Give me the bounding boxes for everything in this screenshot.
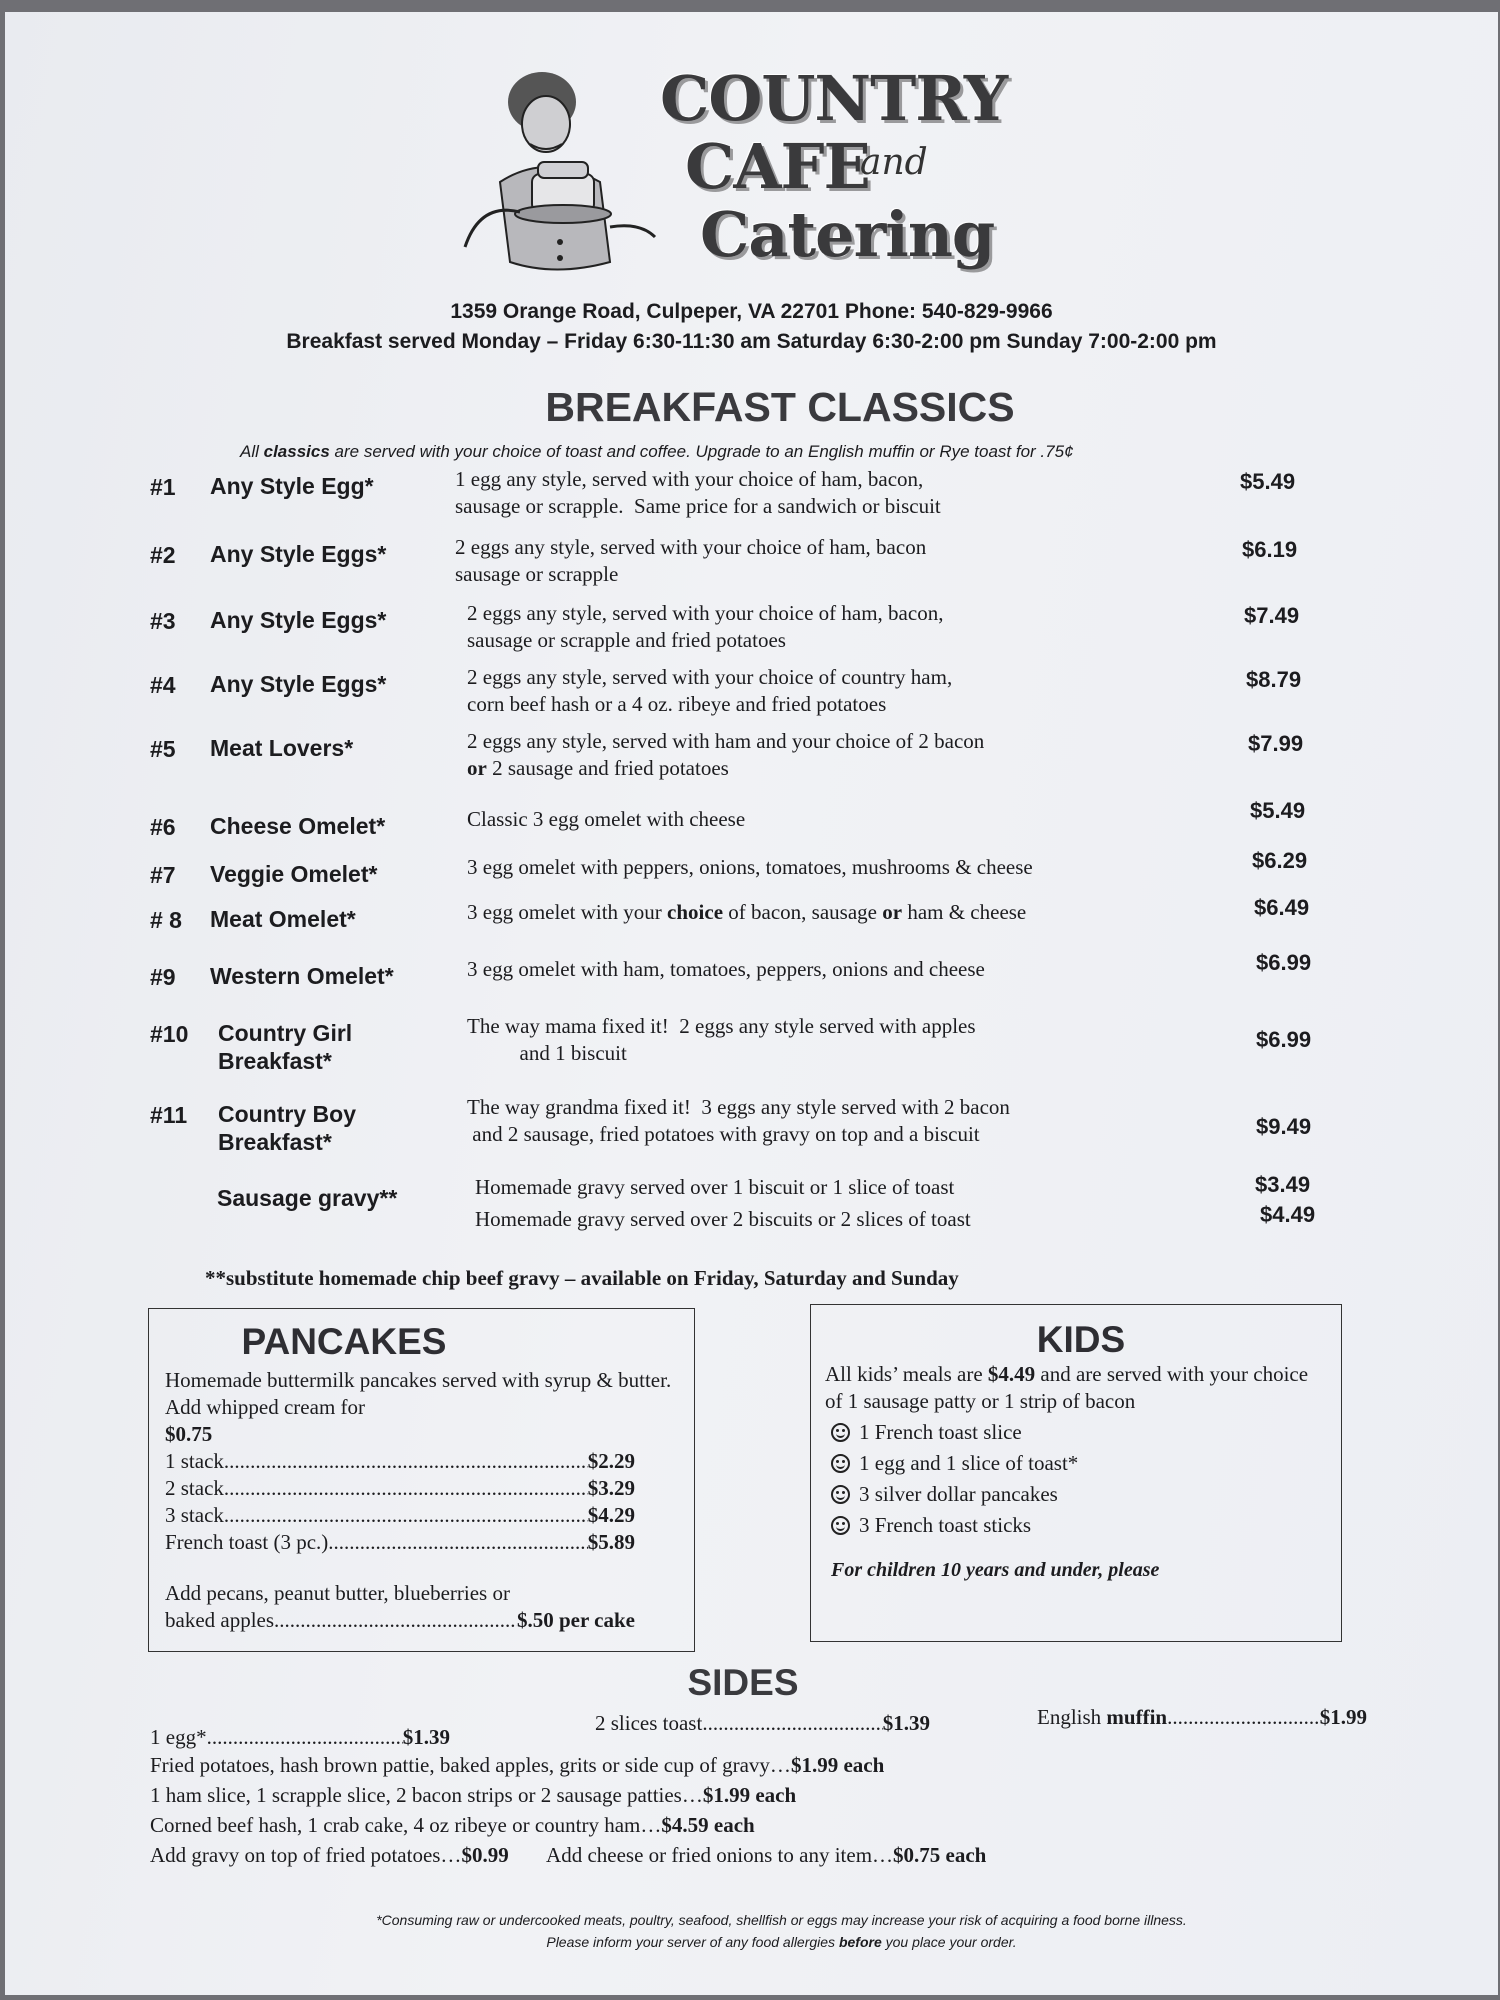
item-name: Any Style Eggs*	[210, 541, 387, 567]
kids-item-label: 1 French toast slice	[859, 1420, 1022, 1444]
item-description: 2 eggs any style, served with your choice of ham, bacon sausage or scrapple	[455, 535, 927, 586]
item-description: 1 egg any style, served with your choice of ham, bacon, sausage or scrapple. Same price for a sandwich or biscuit	[455, 467, 941, 518]
sides-row-5: Add gravy on top of fried potatoes…$0.99 Add cheese or fried onions to any item…$0.75 each	[150, 1843, 987, 1867]
item-name: Any Style Egg*	[210, 473, 374, 499]
item-description: 3 egg omelet with peppers, onions, tomatoes, mushrooms & cheese	[467, 855, 1033, 879]
item-name: Veggie Omelet*	[210, 861, 378, 887]
item-price: $9.49	[1256, 1114, 1312, 1139]
addon-label: baked apples	[165, 1608, 275, 1632]
item-price: $6.99	[1256, 950, 1312, 975]
pancake-label: 1 stack	[165, 1449, 224, 1473]
kids-note: For children 10 years and under, please	[831, 1559, 1160, 1581]
item-description: 2 eggs any style, served with your choice of ham, bacon, sausage or scrapple and fried potatoes	[467, 601, 944, 652]
item-number: #9	[150, 964, 176, 990]
breakfast-title: BREAKFAST CLASSICS	[545, 384, 1015, 430]
kids-title: KIDS	[1036, 1319, 1126, 1360]
kids-item	[825, 1450, 1327, 1477]
pancake-price: $3.29	[587, 1476, 635, 1500]
menu-item	[5, 1014, 1498, 1079]
item-number: #1	[150, 474, 176, 500]
kids-item	[825, 1481, 1327, 1508]
item-description: The way mama fixed it! 2 eggs any style served with apples and 1 biscuit	[467, 1014, 976, 1065]
leader-dots	[224, 1475, 588, 1502]
item-price: $8.79	[1246, 667, 1302, 692]
side-toast-price: $1.39	[882, 1711, 930, 1735]
pancake-row	[165, 1475, 635, 1502]
pancake-row	[165, 1502, 635, 1529]
gravy-name: Sausage gravy**	[217, 1185, 398, 1211]
item-number: #2	[150, 542, 176, 568]
addon-dots	[274, 1607, 517, 1634]
pancakes-whipped-price: $0.75	[165, 1422, 213, 1446]
kids-item-label: 3 French toast sticks	[859, 1513, 1032, 1537]
side-muffin-label: English muffin	[1037, 1705, 1168, 1729]
menu-item	[5, 467, 1498, 532]
menu-page	[5, 12, 1498, 1995]
footer-allergy: Please inform your server of any food allergies before you place your order.	[546, 1934, 1017, 1950]
item-name: Any Style Eggs*	[210, 607, 387, 633]
item-description: 2 eggs any style, served with ham and your choice of 2 bacon or 2 sausage and fried potatoes	[467, 729, 985, 780]
smiley-icon	[831, 1423, 850, 1442]
sides-title: SIDES	[687, 1662, 799, 1703]
breakfast-note: All classics are served with your choice of toast and coffee. Upgrade to an English muffin or Rye toast for .75¢	[240, 442, 1074, 461]
item-number: #5	[150, 736, 176, 762]
item-name: Country Girl Breakfast*	[218, 1020, 353, 1074]
pancake-label: French toast (3 pc.)	[165, 1530, 329, 1554]
item-price: $7.99	[1248, 731, 1304, 756]
item-name: Western Omelet*	[210, 963, 394, 989]
item-number: #11	[150, 1102, 188, 1128]
sausage-gravy	[5, 1172, 1498, 1252]
menu-item	[5, 729, 1498, 794]
logo-word-cafe: CAFE	[685, 130, 870, 203]
pancake-price: $4.29	[587, 1503, 635, 1527]
leader-dots	[328, 1529, 587, 1556]
leader-dots	[224, 1502, 588, 1529]
item-description: Classic 3 egg omelet with cheese	[467, 807, 746, 831]
item-description: 2 eggs any style, served with your choice of country ham, corn beef hash or a 4 oz. ribeye and fried potatoes	[467, 665, 953, 716]
address-phone: 1359 Orange Road, Culpeper, VA 22701 Phone: 540-829-9966	[450, 300, 1053, 323]
item-name: Meat Lovers*	[210, 735, 354, 761]
kids-item-label: 3 silver dollar pancakes	[859, 1482, 1058, 1506]
pancakes-title: PANCAKES	[241, 1321, 447, 1362]
sides-row-4: Corned beef hash, 1 crab cake, 4 oz ribeye or country ham…$4.59 each	[150, 1813, 755, 1837]
logo-word-and: and	[860, 142, 928, 183]
kids-item-label: 1 egg and 1 slice of toast*	[859, 1451, 1079, 1475]
gravy-line-1: Homemade gravy served over 1 biscuit or 1 slice of toast	[475, 1175, 955, 1199]
kids-item	[825, 1419, 1327, 1446]
menu-item	[5, 535, 1498, 600]
smiley-icon	[831, 1516, 850, 1535]
pancake-row	[165, 1529, 635, 1556]
item-number: #10	[150, 1021, 189, 1047]
item-price: $5.49	[1250, 798, 1306, 823]
sides-row-2: Fried potatoes, hash brown pattie, baked apples, grits or side cup of gravy…$1.99 each	[150, 1753, 885, 1777]
gravy-line-2: Homemade gravy served over 2 biscuits or 2 slices of toast	[475, 1207, 971, 1231]
side-muffin-price: $1.99	[1319, 1705, 1367, 1729]
menu-item	[5, 1095, 1498, 1160]
item-number: #3	[150, 608, 176, 634]
pancake-price: $5.89	[587, 1530, 635, 1554]
item-name: Meat Omelet*	[210, 906, 356, 932]
smiley-icon	[831, 1485, 850, 1504]
item-name: Any Style Eggs*	[210, 671, 387, 697]
item-price: $6.19	[1242, 537, 1298, 562]
addon-price: $.50 per cake	[516, 1608, 635, 1632]
menu-item	[5, 665, 1498, 730]
item-name: Cheese Omelet*	[210, 813, 386, 839]
item-price: $7.49	[1244, 603, 1300, 628]
item-description: 3 egg omelet with ham, tomatoes, peppers, onions and cheese	[467, 957, 985, 981]
item-number: #6	[150, 814, 176, 840]
item-price: $5.49	[1240, 469, 1296, 494]
side-egg-price: $1.39	[402, 1725, 450, 1749]
leader-dots	[224, 1448, 588, 1475]
pancake-price: $2.29	[587, 1449, 635, 1473]
item-name: Country Boy Breakfast*	[218, 1101, 356, 1155]
logo-word-country: COUNTRY	[660, 62, 1008, 135]
item-price: $6.49	[1254, 895, 1310, 920]
hours: Breakfast served Monday – Friday 6:30-11:30 am Saturday 6:30-2:00 pm Sunday 7:00-2:00 pm	[286, 330, 1217, 353]
pancakes-intro: Homemade buttermilk pancakes served with syrup & butter. Add whipped cream for	[165, 1368, 672, 1419]
side-toast-label: 2 slices toast	[595, 1711, 703, 1735]
gravy-price-2: $4.49	[1260, 1202, 1316, 1227]
item-price: $6.99	[1256, 1027, 1312, 1052]
pancakes-box	[148, 1308, 695, 1652]
footer-warning: *Consuming raw or undercooked meats, poultry, seafood, shellfish or eggs may increase your risk of acquiring a food borne illness.	[376, 1912, 1187, 1928]
pancakes-addon: Add pecans, peanut butter, blueberries or	[165, 1581, 510, 1605]
kids-box	[810, 1304, 1342, 1642]
pancake-label: 3 stack	[165, 1503, 224, 1527]
pancake-label: 2 stack	[165, 1476, 224, 1500]
substitute-note: **substitute homemade chip beef gravy – available on Friday, Saturday and Sunday	[205, 1266, 959, 1290]
smiley-icon	[831, 1454, 850, 1473]
menu-item	[5, 601, 1498, 666]
gravy-price-1: $3.49	[1255, 1172, 1311, 1197]
side-egg-label: 1 egg*	[150, 1725, 207, 1749]
item-number: #7	[150, 862, 176, 888]
sides-row-1	[150, 1705, 1380, 1751]
kids-item	[825, 1512, 1327, 1539]
item-price: $6.29	[1252, 848, 1308, 873]
sides-row-3: 1 ham slice, 1 scrapple slice, 2 bacon strips or 2 sausage patties…$1.99 each	[150, 1783, 797, 1807]
item-description: 3 egg omelet with your choice of bacon, sausage or ham & cheese	[467, 900, 1027, 924]
kids-intro: All kids’ meals are $4.49 and are served with your choice of 1 sausage patty or 1 strip of bacon	[825, 1362, 1309, 1413]
item-number: # 8	[150, 907, 182, 933]
logo-word-catering: Catering	[700, 198, 995, 271]
chef-woman-illustration	[460, 62, 660, 277]
cafe-logo	[460, 62, 1060, 277]
pancake-row	[165, 1448, 635, 1475]
item-number: #4	[150, 672, 176, 698]
item-description: The way grandma fixed it! 3 eggs any style served with 2 bacon and 2 sausage, fried potatoes with gravy on top and a biscuit	[467, 1095, 1010, 1146]
